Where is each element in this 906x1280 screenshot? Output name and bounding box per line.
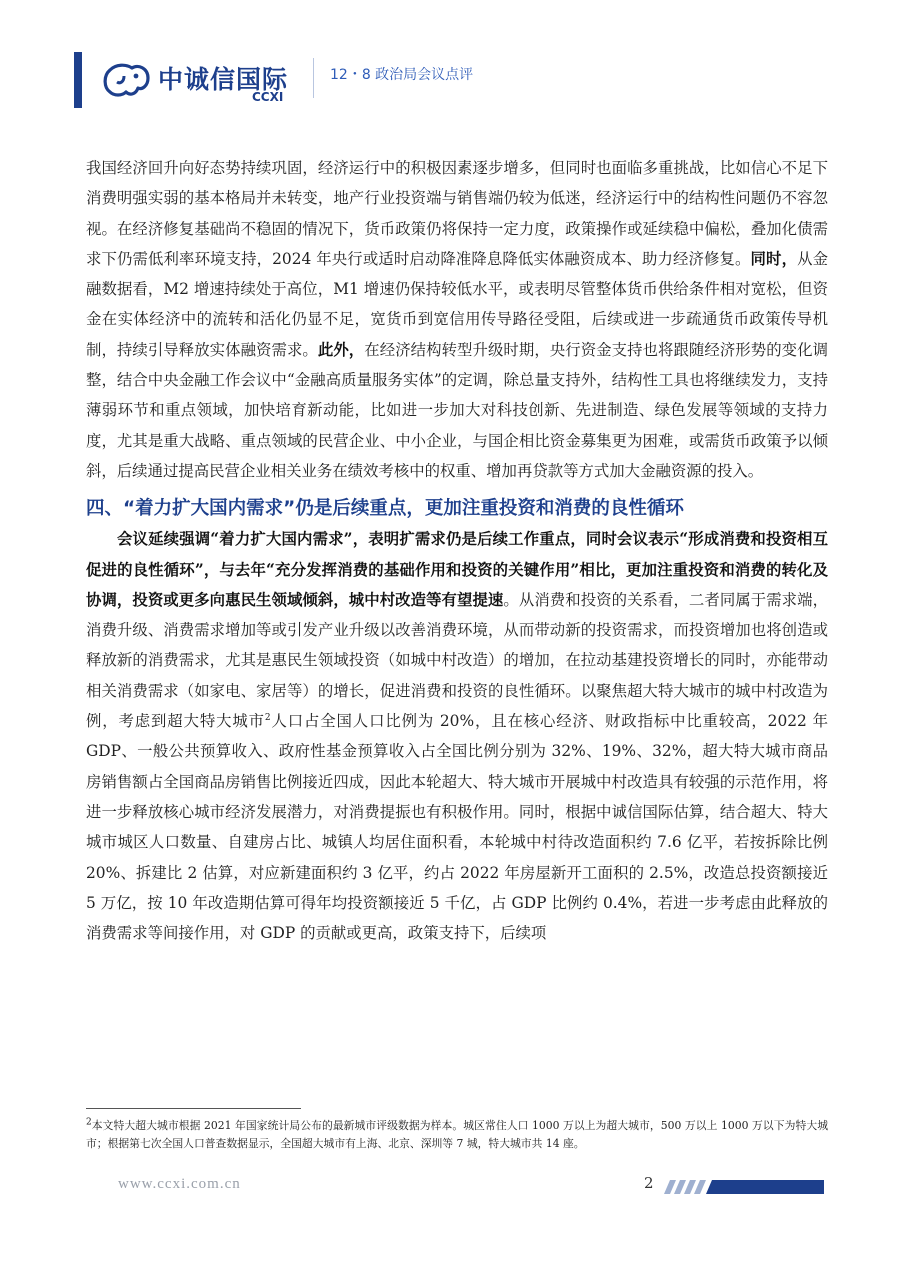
body-paragraph-2 bbox=[86, 524, 828, 948]
paragraph-2-text-a: 。从消费和投资的关系看，二者同属于需求端，消费升级、消费需求增加等或引发产业升级以改善消费环境，从而带动新的投资需求，而投资增加也将创造或释放新的消费需求，尤其是惠民生领域投资（如城中村改造）的增加，在拉动基建投资增长的同时，亦能带动相关消费需求（如家电、家居等）的增长，促进消费和投资的良性循环。以聚焦超大特大城市的城中村改造为例，考虑到超大特大城市 bbox=[86, 590, 828, 731]
footer-stripe-decoration bbox=[664, 1180, 824, 1194]
section-heading-4: 四、“着力扩大国内需求”仍是后续重点，更加注重投资和消费的良性循环 bbox=[86, 498, 684, 520]
footnote-separator bbox=[86, 1108, 301, 1109]
footer-url-link[interactable]: www.ccxi.com.cn bbox=[118, 1176, 241, 1192]
elephant-logo-icon bbox=[100, 58, 154, 102]
ccxi-logo bbox=[100, 58, 300, 106]
logo-en-text: CCXI bbox=[252, 90, 284, 104]
paragraph-1-text-b: 从金融数据看，M2 增速持续处于高位，M1 增速仍保持较低水平，或表明尽管整体货币供给条件相对宽松，但资金在实体经济中的流转和活化仍显不足，宽货币到宽信用传导路径受阻，后续或进一步疏通货币政策传导机制，持续引导释放实体融资需求。 bbox=[86, 249, 828, 359]
footnote-text: 本文特大超大城市根据 2021 年国家统计局公布的最新城市评级数据为样本。城区常住人口 1000 万以上为超大城市，500 万以上 1000 万以下为特大城市；根据第七次全国人口普查数据显示，全国超大城市有上海、北京、深圳等 7 城，特大城市共 14 座。 bbox=[86, 1119, 828, 1150]
footnote bbox=[86, 1117, 828, 1153]
header-divider bbox=[313, 58, 314, 98]
page-number: 2 bbox=[644, 1174, 654, 1192]
logo-cn-text: 中诚信国际 bbox=[158, 65, 289, 94]
document-title: 12・8 政治局会议点评 bbox=[330, 67, 474, 83]
body-paragraph-1 bbox=[86, 153, 828, 486]
paragraph-1-bold-1: 同时， bbox=[750, 249, 798, 268]
paragraph-1-bold-2: 此外， bbox=[317, 340, 365, 359]
footnote-ref-2[interactable]: 2 bbox=[264, 712, 271, 723]
paragraph-2-text-b: 人口占全国人口比例为 20%，且在核心经济、财政指标中比重较高，2022 年 GDP、一般公共预算收入、政府性基金预算收入占全国比例分别为 32%、19%、32%，超大特大城市商品房销售额占全国商品房销售比例接近四成，因此本轮超大、特大城市开展城中村改造具有较强的示范作用，将进一步释放核心城市经济发展潜力，对消费提振也有积极作用。同时，根据中诚信国际估算，结合超大、特大城市城区人口数量、自建房占比、城镇人均居住面积看，本轮城中村待改造面积约 7.6 亿平，若按拆除比例 20%、拆建比 2 估算，对应新建面积约 3 亿平，约占 2022 年房屋新开工面积的 2.5%，改造总投资额接近 5 万亿，按 10 年改造期估算可得年均投资额接近 5 千亿，占 GDP 比例约 0.4%，若进一步考虑由此释放的消费需求等间接作用，对 GDP 的贡献或更高，政策支持下，后续项 bbox=[86, 712, 828, 943]
main-content bbox=[86, 153, 828, 948]
paragraph-1-text: 我国经济回升向好态势持续巩固，经济运行中的积极因素逐步增多，但同时也面临多重挑战，比如信心不足下消费明强实弱的基本格局并未转变，地产行业投资端与销售端仍较为低迷，经济运行中的结构性问题仍不容忽视。在经济修复基础尚不稳固的情况下，货币政策仍将保持一定力度，政策操作或延续稳中偏松，叠加化债需求下仍需低利率环境支持，2024 年央行或适时启动降准降息降低实体融资成本、助力经济修复。 bbox=[86, 159, 828, 268]
header-accent-bar bbox=[74, 52, 82, 108]
footnote-mark: 2 bbox=[86, 1117, 92, 1128]
paragraph-1-text-c: 在经济结构转型升级时期，央行资金支持也将跟随经济形势的变化调整，结合中央金融工作会议中“金融高质量服务实体”的定调，除总量支持外，结构性工具也将继续发力，支持薄弱环节和重点领域，加快培育新动能，比如进一步加大对科技创新、先进制造、绿色发展等领域的支持力度，尤其是重大战略、重点领域的民营企业、中小企业，与国企相比资金募集更为困难，或需货币政策予以倾斜，后续通过提高民营企业相关业务在绩效考核中的权重、增加再贷款等方式加大金融资源的投入。 bbox=[86, 340, 828, 480]
paragraph-2-bold-lead: 会议延续强调“着力扩大国内需求”，表明扩需求仍是后续工作重点，同时会议表示“形成消费和投资相互促进的良性循环”，与去年“充分发挥消费的基础作用和投资的关键作用”相比，更加注重投资和消费的转化及协调，投资或更多向惠民生领域倾斜，城中村改造等有望提速 bbox=[86, 530, 828, 609]
